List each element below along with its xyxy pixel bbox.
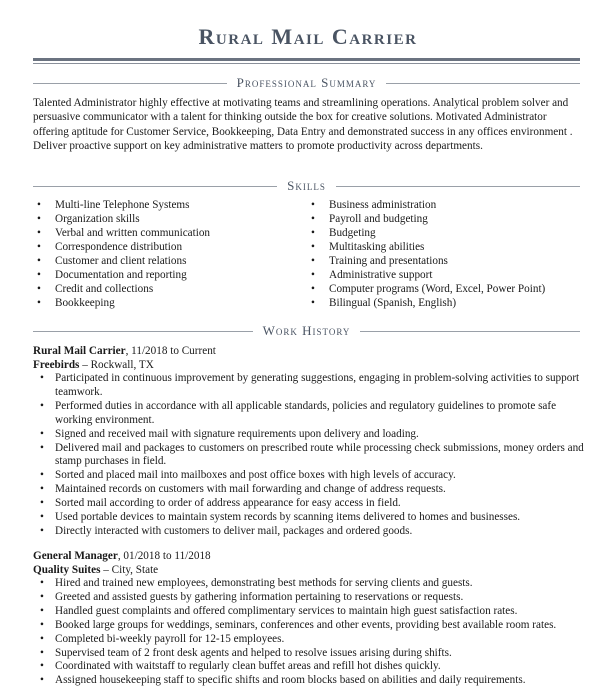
job-bullet: • Hired and trained new employees, demonstrating best methods for serving clients and guests. (37, 577, 585, 591)
skills-list-right (311, 198, 591, 310)
job-bullet: • Greeted and assisted guests by gathering information pertaining to reservations or requests. (37, 591, 585, 605)
job-bullet: • Completed bi-weekly payroll for 12-15 employees. (37, 633, 585, 647)
resume-name: Rural Mail Carrier (198, 24, 418, 49)
job-title: Rural Mail Carrier (33, 345, 126, 357)
skills-heading: Skills (277, 178, 336, 193)
job-bullet: • Assigned housekeeping staff to specific shifts and room blocks based on abilities and daily requirements. (37, 674, 585, 688)
job-company: Freebirds (33, 359, 80, 371)
job-dates: , 11/2018 to Current (125, 345, 216, 357)
skill-item: • Credit and collections (37, 282, 307, 296)
skills-list-left (37, 198, 307, 310)
skill-item: • Administrative support (311, 268, 591, 282)
job-dates: , 01/2018 to 11/2018 (117, 550, 211, 562)
job-bullet: • Coordinated with waitstaff to regularly clean buffet areas and refill hot dishes quickly. (37, 660, 585, 674)
job-bullet: • Handled guest complaints and offered complimentary services to maintain high guest satisfaction rates. (37, 605, 585, 619)
summary-text: Talented Administrator highly effective at motivating teams and streamlining operations. Analytical problem solver and persuasive communicator with a talent for thinking outside the box for creative solutions. Motivated Administrator offering aptitude for Customer Service, Bookkeeping, Data Entry and demonstrated success in any offices environment . Deliver proactive support on key administrative matters to promote productivity across departments. (33, 97, 573, 153)
summary-heading-block (33, 75, 580, 91)
job-bullet: • Booked large groups for weddings, seminars, conferences and other events, providing best available room rates. (37, 619, 585, 633)
job-location: – City, State (100, 564, 159, 576)
job-bullet: • Participated in continuous improvement by generating suggestions, engaging in problem-solving activities to support teamwork. (37, 372, 585, 400)
skill-item: • Correspondence distribution (37, 240, 307, 254)
skill-item: • Training and presentations (311, 254, 591, 268)
job-bullet: • Performed duties in accordance with all applicable standards, policies and regulatory guidelines to promote safe working environment. (37, 400, 585, 428)
job-title: General Manager (33, 550, 118, 562)
job-bullet: • Sorted mail according to order of address appearance for easy access in field. (37, 497, 585, 511)
skill-item: • Payroll and budgeting (311, 212, 591, 226)
job-location: – Rockwall, TX (79, 359, 154, 371)
skill-item: • Multitasking abilities (311, 240, 591, 254)
skill-item: • Documentation and reporting (37, 268, 307, 282)
job-title-line (33, 344, 216, 358)
work-heading-block (33, 323, 580, 339)
job-bullet: • Delivered mail and packages to customers on prescribed route while processing check submissions, money orders and stamp purchases in field. (37, 442, 585, 470)
job-company-line (33, 358, 154, 372)
skill-item: • Customer and client relations (37, 254, 307, 268)
job-bullet: • Signed and received mail with signature requirements upon delivery and loading. (37, 428, 585, 442)
job-bullet: • Used portable devices to maintain system records by scanning items delivered to homes and businesses. (37, 511, 585, 525)
skill-item: • Multi-line Telephone Systems (37, 198, 307, 212)
job-bullets (37, 372, 585, 539)
job-title-line (33, 549, 211, 563)
job-bullet: • Supervised team of 2 front desk agents and helped to resolve issues arising during shifts. (37, 647, 585, 661)
job-company-line (33, 563, 158, 577)
header-rule-thin (33, 63, 580, 64)
job-bullets (37, 577, 585, 688)
job-company: Quality Suites (33, 564, 101, 576)
skill-item: • Bilingual (Spanish, English) (311, 296, 591, 310)
job-bullet: • Directly interacted with customers to deliver mail, packages and ordered goods. (37, 525, 585, 539)
skill-item: • Organization skills (37, 212, 307, 226)
work-heading: Work History (253, 323, 361, 338)
job-bullet: • Maintained records on customers with mail forwarding and change of address requests. (37, 483, 585, 497)
summary-heading: Professional Summary (227, 75, 387, 90)
skill-item: • Business administration (311, 198, 591, 212)
skill-item: • Budgeting (311, 226, 591, 240)
skill-item: • Bookkeeping (37, 296, 307, 310)
skill-item: • Verbal and written communication (37, 226, 307, 240)
job-bullet: • Sorted and placed mail into mailboxes and post office boxes with high levels of accuracy. (37, 469, 585, 483)
skills-heading-block (33, 178, 580, 194)
skill-item: • Computer programs (Word, Excel, Power Point) (311, 282, 591, 296)
header-rule-thick (33, 58, 580, 61)
